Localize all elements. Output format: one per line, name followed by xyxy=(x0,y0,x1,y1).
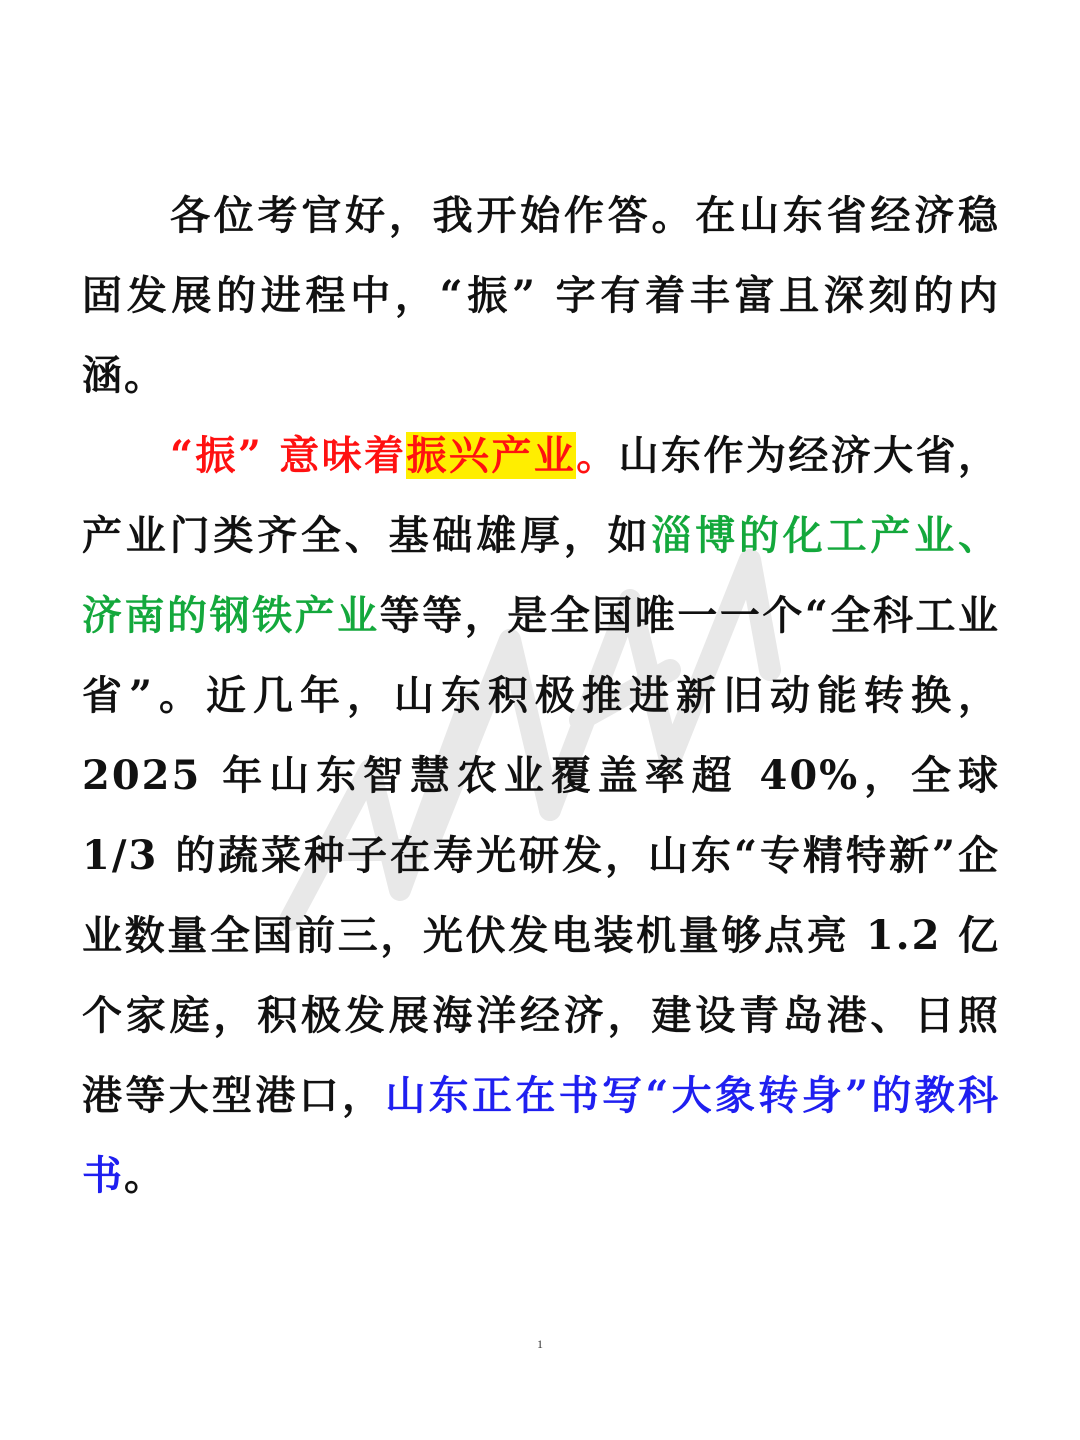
paragraph-main xyxy=(82,416,1000,1216)
main-paragraph-text xyxy=(82,416,1000,1216)
intro-text: 各位考官好，我开始作答。在山东省经济稳固发展的进程中，“振” 字有着丰富且深刻的内涵。 xyxy=(82,192,1000,399)
green-example-text: 淄博的化工产业、济南的钢铁产业 xyxy=(82,512,1001,639)
body-text-a: 山东作为经济大省，产业门类齐全、基础雄厚，如 xyxy=(82,432,1001,559)
red-period: 。 xyxy=(576,432,619,479)
blue-conclusion-text: 山东正在书写“大象转身”的教科书 xyxy=(82,1072,1000,1199)
highlighted-phrase: 振兴产业 xyxy=(406,432,577,479)
end-period: 。 xyxy=(124,1152,166,1199)
body-text-b: 等等，是全国唯一一个“全科工业省”。近几年，山东积极推进新旧动能转换，2025 年山东智慧农业覆盖率超 40%，全球 1/3 的蔬菜种子在寿光研发，山东“专精特新”企业数量全国前三，光伏发电装机量够点亮 1.2 亿个家庭，积极发展海洋经济，建设青岛港、日照港等大型港口， xyxy=(82,592,1001,1119)
page-number: 1 xyxy=(537,1337,543,1351)
red-quote-text: “振” 意味着 xyxy=(170,432,407,479)
paragraph-intro xyxy=(82,176,1000,416)
